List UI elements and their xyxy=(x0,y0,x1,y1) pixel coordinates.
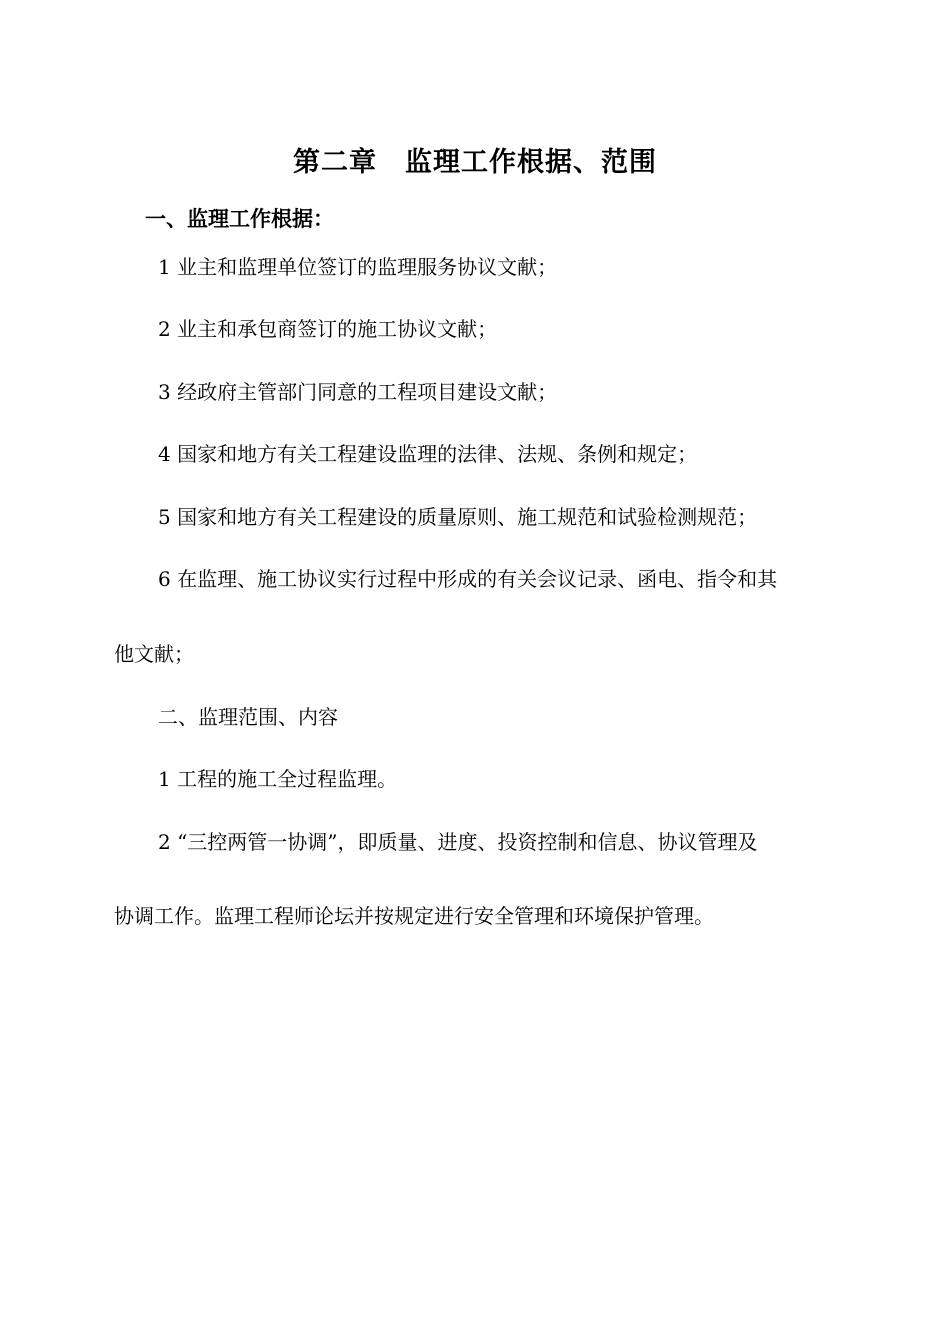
section2-item-2-line-1: 2 “三控两管一协调”，即质量、进度、投资控制和信息、协议管理及 xyxy=(158,830,758,854)
section1-item-3: 3 经政府主管部门同意的工程项目建设文献； xyxy=(158,380,558,404)
section1-item-6-line-2: 他文献； xyxy=(114,642,194,666)
section1-item-6-line-1: 6 在监理、施工协议实行过程中形成的有关会议记录、函电、指令和其 xyxy=(158,567,778,591)
section1-item-2: 2 业主和承包商签订的施工协议文献； xyxy=(158,317,498,341)
section1-heading: 一、监理工作根据： xyxy=(145,206,334,231)
section1-item-1: 1 业主和监理单位签订的监理服务协议文献； xyxy=(158,255,558,279)
section2-item-2-line-2: 协调工作。监理工程师论坛并按规定进行安全管理和环境保护管理。 xyxy=(114,904,714,928)
section1-item-4: 4 国家和地方有关工程建设监理的法律、法规、条例和规定； xyxy=(158,442,698,466)
section2-item-1: 1 工程的施工全过程监理。 xyxy=(158,767,398,791)
section1-item-5: 5 国家和地方有关工程建设的质量原则、施工规范和试验检测规范； xyxy=(158,505,758,529)
chapter-title: 第二章 监理工作根据、范围 xyxy=(293,147,657,178)
section2-heading: 二、监理范围、内容 xyxy=(158,705,338,729)
